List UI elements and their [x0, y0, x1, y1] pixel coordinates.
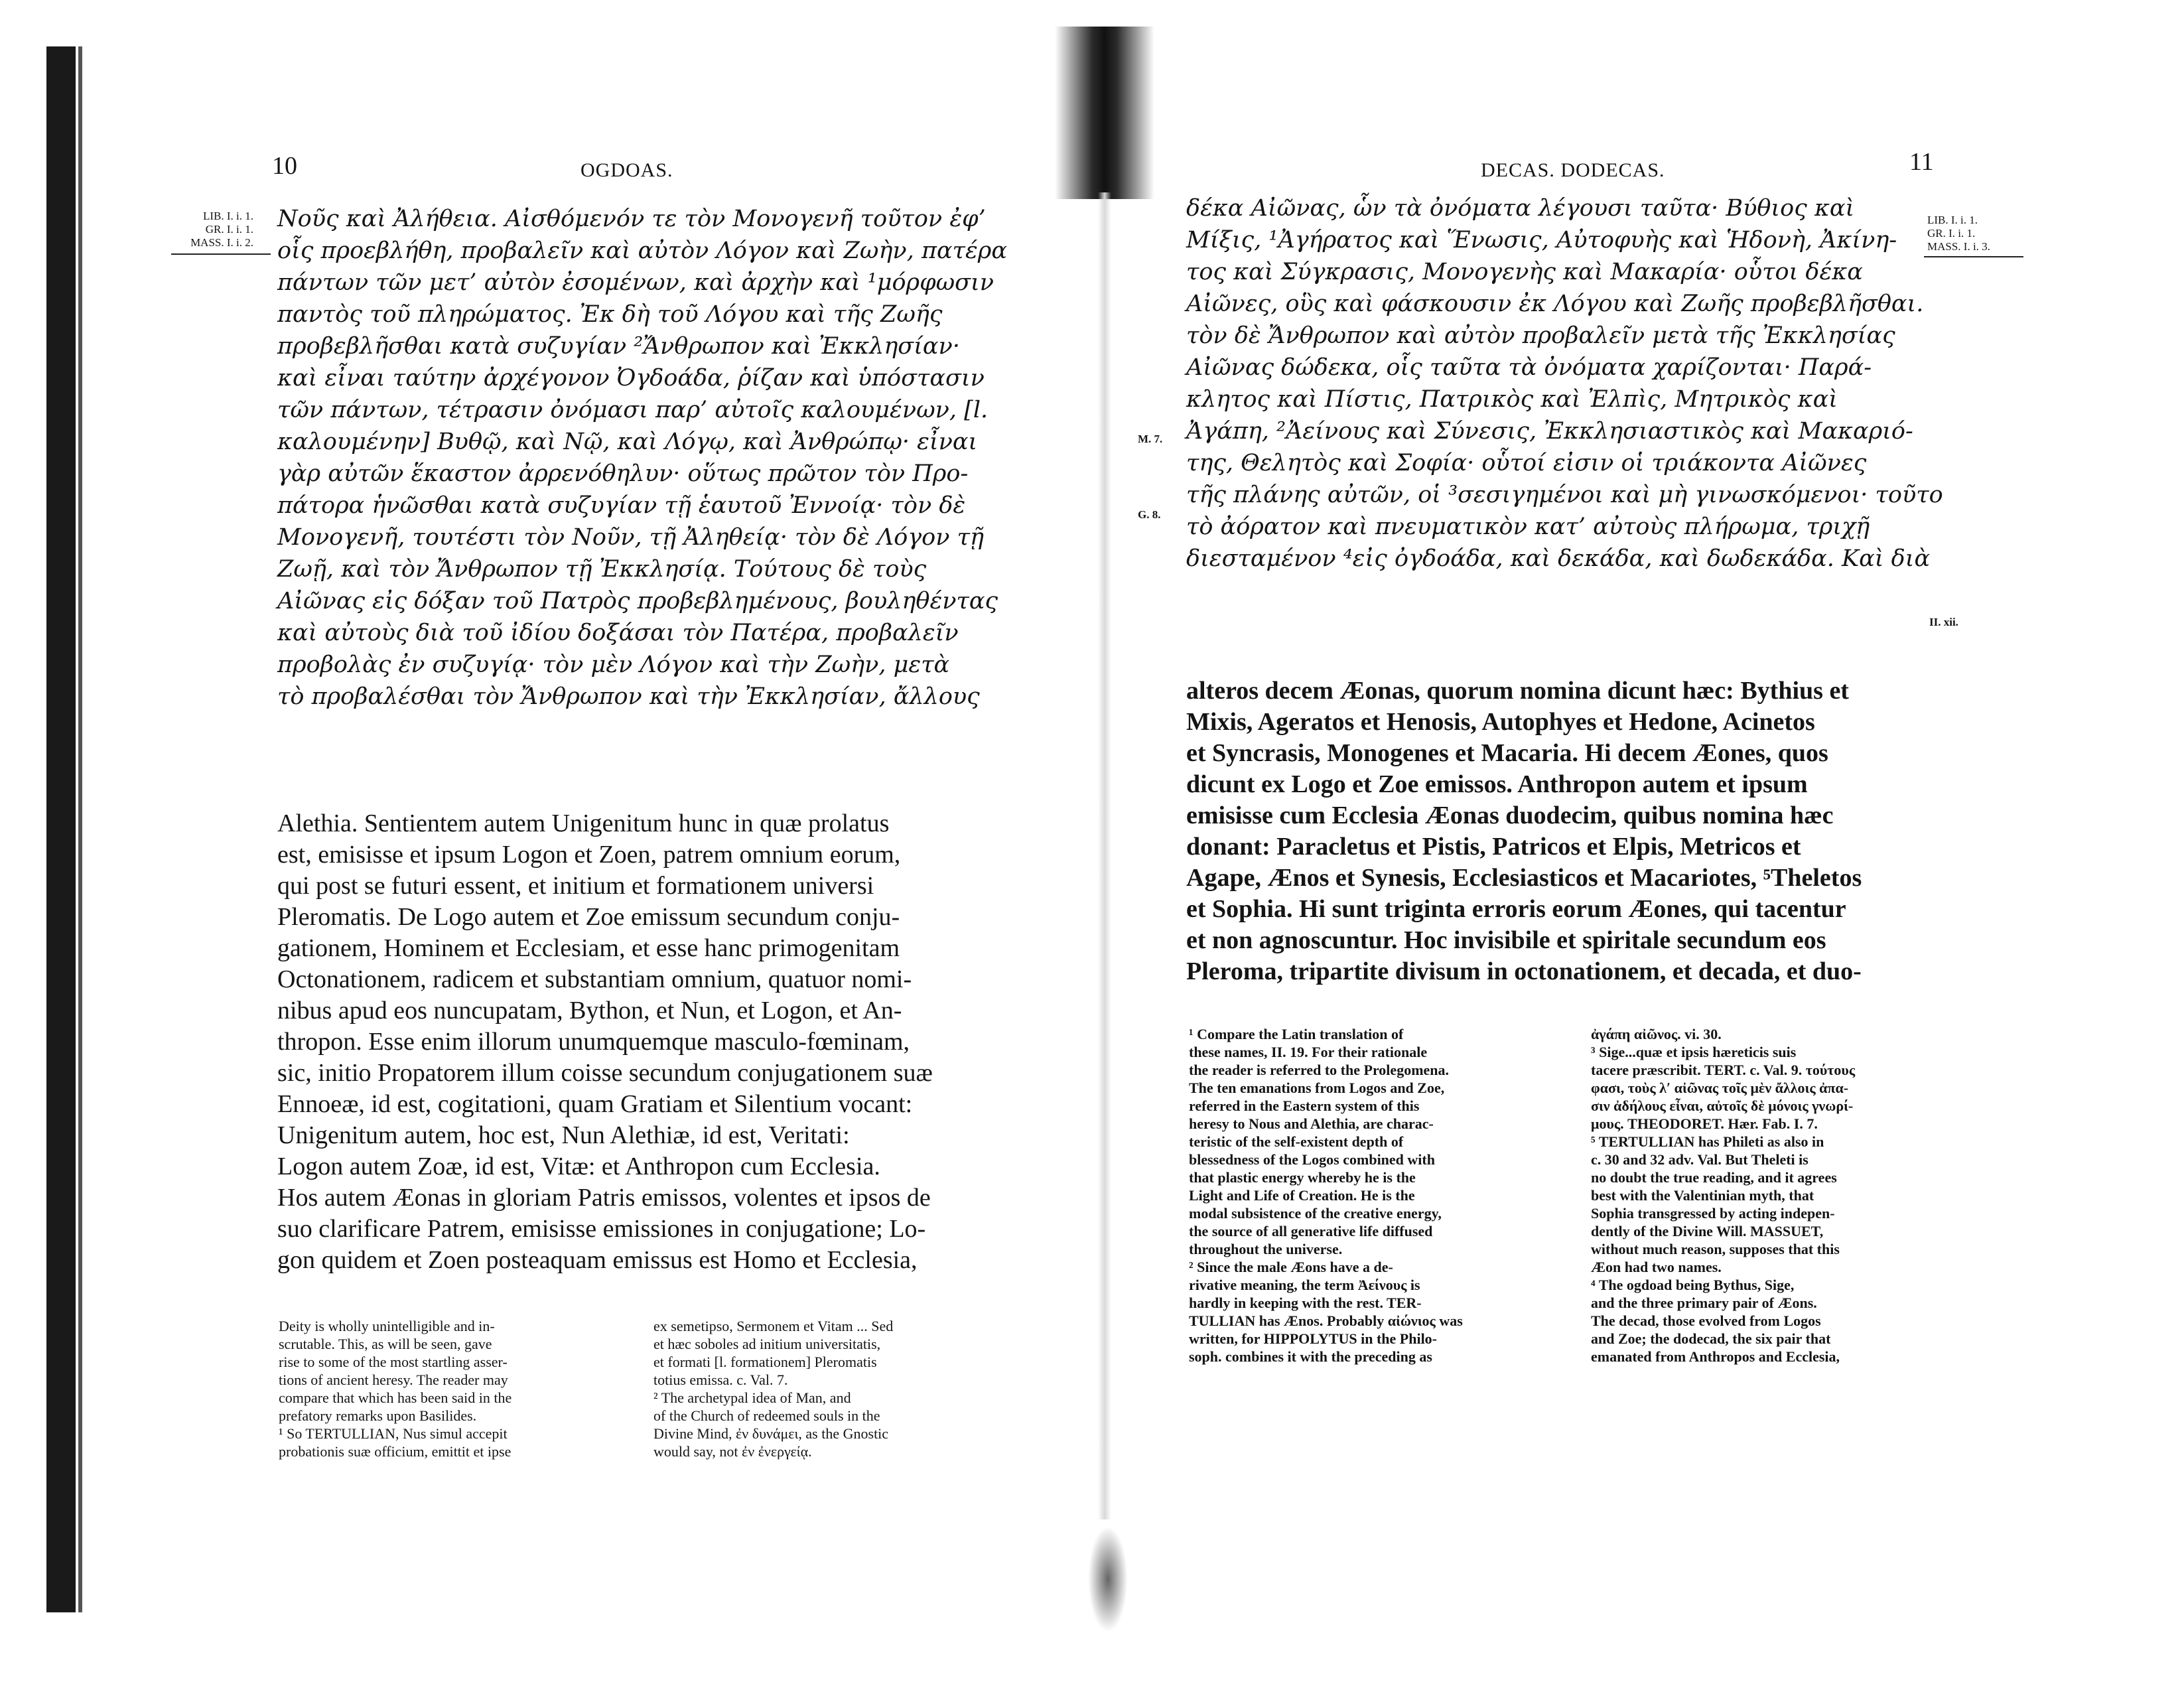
margin-ref-line: MASS. I. i. 2.	[190, 236, 253, 249]
latin-line: Hos autem Æonas in gloriam Patris emissos, volentes et ipsos de	[277, 1184, 931, 1212]
latin-line: gationem, Hominem et Ecclesiam, et esse hanc primogenitam	[277, 934, 900, 962]
greek-line: τὸ προβαλέσθαι τὸν Ἄνθρωπον καὶ τὴν Ἐκκλησίαν, ἄλλους	[277, 683, 980, 710]
footnote-line: ⁴ The ogdoad being Bythus, Sige,	[1591, 1277, 1795, 1293]
footnote-line: ¹ So TERTULLIAN, Nus simul accepit	[279, 1425, 508, 1442]
footnote-line: ² The archetypal idea of Man, and	[653, 1389, 851, 1406]
footnote-line: Æon had two names.	[1591, 1259, 1722, 1275]
right-footnotes-col2	[1591, 1025, 1855, 1366]
footnote-line: modal subsistence of the creative energy,	[1189, 1205, 1442, 1222]
greek-line: οἷς προεβλήθη, προβαλεῖν καὶ αὐτὸν Λόγον καὶ Ζωὴν, πατέρα	[277, 238, 1007, 264]
footnote-line: referred in the Eastern system of this	[1189, 1097, 1420, 1114]
latin-line: suo clarificare Patrem, emisisse emissiones in conjugatione; Lo-	[277, 1215, 926, 1243]
greek-line: πάντων τῶν μετ’ αὐτὸν ἐσομένων, καὶ ἀρχὴν καὶ ¹μόρφωσιν	[277, 269, 994, 296]
margin-ref-line: LIB. I. i. 1.	[1927, 214, 1978, 226]
footnote-line: c. 30 and 32 adv. Val. But Theleti is	[1591, 1151, 1809, 1168]
latin-line: gon quidem et Zoen posteaquam emissus est Homo et Ecclesia,	[277, 1246, 918, 1274]
latin-line: Agape, Ænos et Synesis, Ecclesiasticos et Macariotes, ⁵Theletos	[1186, 864, 1862, 892]
footnote-line: that plastic energy whereby he is the	[1189, 1169, 1416, 1186]
footnote-line: The ten emanations from Logos and Zoe,	[1189, 1080, 1445, 1096]
footnote-line: and Zoe; the dodecad, the six pair that	[1591, 1330, 1831, 1347]
greek-line: τῶν πάντων, τέτρασιν ὀνόμασι παρ’ αὐτοῖς καλουμένων, [l.	[277, 397, 989, 423]
margin-ref-line: GR. I. i. 1.	[1927, 227, 1976, 240]
latin-line: sic, initio Propatorem illum coisse secundum conjugationem suæ	[277, 1059, 933, 1087]
latin-line: Pleroma, tripartite divisum in octonationem, et decada, et duo-	[1186, 957, 1862, 985]
greek-line: δέκα Αἰῶνας, ὧν τὰ ὀνόματα λέγουσι ταῦτα· Βύθιος καὶ	[1186, 195, 1855, 222]
scan-left-edge	[46, 46, 76, 1612]
greek-line: Αἰῶνας δώδεκα, οἷς ταῦτα τὰ ὀνόματα χαρίζονται· Παρά-	[1186, 354, 1872, 381]
footnote-line: rivative meaning, the term Ἀείνους is	[1189, 1277, 1420, 1293]
left-page-number: 10	[272, 152, 297, 180]
footnote-line: tacere præscribit. TERT. c. Val. 9. τούτους	[1591, 1062, 1856, 1078]
greek-line: Αἰῶνες, οὓς καὶ φάσκουσιν ἐκ Λόγου καὶ Ζωῆς προβεβλῆσθαι.	[1186, 291, 1924, 317]
greek-line: της, Θελητὸς καὶ Σοφία· οὗτοί εἰσιν οἱ τριάκοντα Αἰῶνες	[1186, 450, 1867, 476]
footnote-line: ex semetipso, Sermonem et Vitam ... Sed	[653, 1318, 894, 1334]
footnote-line: et formati [l. formationem] Pleromatis	[653, 1354, 877, 1370]
scan-left-edge-inner	[78, 46, 82, 1612]
footnote-line: prefatory remarks upon Basilides.	[279, 1407, 477, 1424]
margin-mark-m: M. 7.	[1138, 433, 1163, 445]
footnote-line: and the three primary pair of Æons.	[1591, 1295, 1817, 1311]
greek-line: προβολὰς ἐν συζυγίᾳ· τὸν μὲν Λόγον καὶ τὴν Ζωὴν, μετὰ	[277, 652, 950, 678]
footnote-line: best with the Valentinian myth, that	[1591, 1187, 1814, 1204]
latin-line: qui post se futuri essent, et initium et formationem universi	[277, 872, 874, 900]
right-running-head: DECAS. DODECAS.	[1481, 159, 1665, 181]
gutter-shadow-bottom	[1088, 1526, 1128, 1632]
margin-ref-line: GR. I. i. 1.	[205, 223, 253, 236]
gutter-shadow	[1098, 192, 1111, 1519]
latin-line: Octonationem, radicem et substantiam omnium, quatuor nomi-	[277, 965, 912, 993]
greek-line: καὶ εἶναι ταύτην ἀρχέγονον Ὀγδοάδα, ῥίζαν καὶ ὑπόστασιν	[277, 365, 985, 391]
latin-line: nibus apud eos nuncupatam, Bython, et Nun, et Logon, et An-	[277, 997, 902, 1024]
footnote-line: Deity is wholly unintelligible and in-	[279, 1318, 495, 1334]
footnote-line: no doubt the true reading, and it agrees	[1591, 1169, 1837, 1186]
margin-ref-rule	[171, 253, 271, 255]
latin-line: et Sophia. Hi sunt triginta erroris eorum Æones, qui tacentur	[1186, 895, 1846, 923]
latin-line: donant: Paracletus et Pistis, Patricos et Elpis, Metricos et	[1186, 833, 1801, 861]
right-latin-text	[1186, 675, 1862, 987]
footnote-line: scrutable. This, as will be seen, gave	[279, 1336, 492, 1352]
left-margin-ref	[174, 210, 253, 249]
greek-line: τὸ ἀόρατον καὶ πνευματικὸν κατ’ αὐτοὺς πλήρωμα, τριχῇ	[1186, 514, 1870, 540]
greek-line: Αἰῶνας εἰς δόξαν τοῦ Πατρὸς προβεβλημένους, βουληθέντας	[277, 588, 998, 614]
greek-line: προβεβλῆσθαι κατὰ συζυγίαν ²Ἄνθρωπον καὶ Ἐκκλησίαν·	[277, 333, 960, 360]
left-greek-text	[277, 203, 1007, 713]
margin-mark-g: G. 8.	[1138, 508, 1161, 521]
left-latin-text	[277, 808, 933, 1276]
latin-line: emisisse cum Ecclesia Æonas duodecim, quibus nomina hæc	[1186, 802, 1834, 829]
greek-line: τος καὶ Σύγκρασις, Μονογενὴς καὶ Μακαρία· οὗτοι δέκα	[1186, 259, 1863, 285]
footnote-line: totius emissa. c. Val. 7.	[653, 1372, 788, 1388]
latin-line: Unigenitum autem, hoc est, Nun Alethiæ, id est, Veritati:	[277, 1121, 850, 1149]
greek-line: Μονογενῆ, τουτέστι τὸν Νοῦν, τῇ Ἀληθείᾳ· τὸν δὲ Λόγον τῇ	[277, 524, 984, 551]
latin-line: Logon autem Zoæ, id est, Vitæ: et Anthropon cum Ecclesia.	[277, 1153, 880, 1180]
right-footnotes-col1	[1189, 1025, 1463, 1366]
right-greek-text	[1186, 192, 1943, 575]
footnote-line: ² Since the male Æons have a de-	[1189, 1259, 1393, 1275]
greek-line: Ζωῇ, καὶ τὸν Ἄνθρωπον τῇ Ἐκκλησίᾳ. Τούτους δὲ τοὺς	[277, 556, 927, 583]
footnote-line: compare that which has been said in the	[279, 1389, 512, 1406]
gutter-shadow-top	[1055, 27, 1154, 199]
footnote-line: of the Church of redeemed souls in the	[653, 1407, 880, 1424]
left-footnotes-col1	[279, 1317, 512, 1460]
greek-line: Ἀγάπη, ²Ἀείνους καὶ Σύνεσις, Ἐκκλησιαστικὸς καὶ Μακαριό-	[1186, 418, 1913, 445]
latin-line: Alethia. Sentientem autem Unigenitum hunc in quæ prolatus	[277, 809, 890, 837]
footnote-line: The decad, those evolved from Logos	[1591, 1312, 1821, 1329]
footnote-line: rise to some of the most startling asser-	[279, 1354, 508, 1370]
footnote-line: TULLIAN has Ænos. Probably αἰώνιος was	[1189, 1312, 1463, 1329]
margin-ref-line: LIB. I. i. 1.	[202, 210, 253, 222]
footnote-line: hardly in keeping with the rest. TER-	[1189, 1295, 1422, 1311]
left-footnotes-col2	[653, 1317, 893, 1460]
margin-ref-line: MASS. I. i. 3.	[1927, 240, 1990, 253]
greek-line: τὸν δὲ Ἄνθρωπον καὶ αὐτὸν προβαλεῖν μετὰ τῆς Ἐκκλησίας	[1186, 322, 1895, 349]
latin-line: et non agnoscuntur. Hoc invisibile et spiritale secundum eos	[1186, 926, 1826, 954]
footnote-line: these names, II. 19. For their rationale	[1189, 1044, 1428, 1060]
latin-line: thropon. Esse enim illorum unumquemque masculo-fœminam,	[277, 1028, 910, 1056]
latin-line: dicunt ex Logo et Zoe emissos. Anthropon autem et ipsum	[1186, 770, 1808, 798]
right-page-number: 11	[1909, 148, 1934, 176]
footnote-line: μους. THEODORET. Hær. Fab. I. 7.	[1591, 1115, 1818, 1132]
footnote-line: ⁵ TERTULLIAN has Phileti as also in	[1591, 1133, 1824, 1150]
footnote-line: Sophia transgressed by acting indepen-	[1591, 1205, 1835, 1222]
greek-line: κλητος καὶ Πίστις, Πατρικὸς καὶ Ἐλπὶς, Μητρικὸς καὶ	[1186, 386, 1838, 413]
latin-line: alteros decem Æonas, quorum nomina dicunt hæc: Bythius et	[1186, 677, 1849, 705]
greek-line: διεσταμένον ⁴εἰς ὀγδοάδα, καὶ δεκάδα, καὶ δωδεκάδα. Καὶ διὰ	[1186, 545, 1931, 572]
footnote-line: the source of all generative life diffused	[1189, 1223, 1433, 1239]
footnote-line: written, for HIPPOLYTUS in the Philo-	[1189, 1330, 1438, 1347]
footnote-line: teristic of the self-existent depth of	[1189, 1133, 1404, 1150]
footnote-line: et hæc soboles ad initium universitatis,	[653, 1336, 881, 1352]
greek-line: παντὸς τοῦ πληρώματος. Ἐκ δὴ τοῦ Λόγου καὶ τῆς Ζωῆς	[277, 301, 943, 328]
footnote-line: σιν ἀδήλους εἶναι, αὐτοῖς δὲ μόνοις γνωρί-	[1591, 1097, 1854, 1114]
footnote-line: probationis suæ officium, emittit et ipse	[279, 1443, 512, 1460]
footnote-line: blessedness of the Logos combined with	[1189, 1151, 1435, 1168]
greek-line: τῆς πλάνης αὐτῶν, οἱ ³σεσιγημένοι καὶ μὴ γινωσκόμενοι· τοῦτο	[1186, 482, 1943, 508]
footnote-line: ¹ Compare the Latin translation of	[1189, 1026, 1404, 1042]
latin-line: est, emisisse et ipsum Logon et Zoen, patrem omnium eorum,	[277, 841, 901, 869]
footnote-line: throughout the universe.	[1189, 1241, 1343, 1257]
footnote-line: the reader is referred to the Prolegomena.	[1189, 1062, 1450, 1078]
footnote-line: Divine Mind, ἐν δυνάμει, as the Gnostic	[653, 1425, 889, 1442]
margin-mark-xii: II. xii.	[1929, 616, 1958, 628]
footnote-line: heresy to Nous and Alethia, are charac-	[1189, 1115, 1434, 1132]
footnote-line: dently of the Divine Will. MASSUET,	[1591, 1223, 1824, 1239]
latin-line: Mixis, Ageratos et Henosis, Autophyes et Hedone, Acinetos	[1186, 708, 1815, 736]
footnote-line: ἀγάπη αἰῶνος. vi. 30.	[1591, 1026, 1722, 1042]
greek-line: πάτορα ἡνῶσθαι κατὰ συζυγίαν τῇ ἑαυτοῦ Ἐννοίᾳ· τὸν δὲ	[277, 492, 966, 519]
greek-line: καλουμένην] Βυθῷ, καὶ Νῷ, καὶ Λόγῳ, καὶ Ἀνθρώπῳ· εἶναι	[277, 429, 978, 455]
left-running-head: OGDOAS.	[580, 159, 673, 181]
footnote-line: would say, not ἐν ἐνεργείᾳ.	[653, 1443, 812, 1460]
footnote-line: without much reason, supposes that this	[1591, 1241, 1840, 1257]
footnote-line: φασι, τοὺς λʹ αἰῶνας τοῖς μὲν ἄλλοις ἀπα-	[1591, 1080, 1849, 1096]
footnote-line: Light and Life of Creation. He is the	[1189, 1187, 1415, 1204]
greek-line: Νοῦς καὶ Ἀλήθεια. Αἰσθόμενόν τε τὸν Μονογενῆ τοῦτον ἐφ’	[277, 206, 986, 232]
latin-line: et Syncrasis, Monogenes et Macaria. Hi decem Æones, quos	[1186, 739, 1828, 767]
greek-line: γὰρ αὐτῶν ἕκαστον ἀρρενόθηλυν· οὕτως πρῶτον τὸν Προ-	[277, 460, 969, 487]
footnote-line: tions of ancient heresy. The reader may	[279, 1372, 508, 1388]
greek-line: καὶ αὐτοὺς διὰ τοῦ ἰδίου δοξάσαι τὸν Πατέρα, προβαλεῖν	[277, 620, 959, 646]
greek-line: Μίξις, ¹Ἀγήρατος καὶ Ἕνωσις, Αὐτοφυὴς καὶ Ἡδονὴ, Ἀκίνη-	[1186, 227, 1897, 253]
footnote-line: emanated from Anthropos and Ecclesia,	[1591, 1348, 1840, 1365]
footnote-line: soph. combines it with the preceding as	[1189, 1348, 1432, 1365]
latin-line: Pleromatis. De Logo autem et Zoe emissum secundum conju-	[277, 903, 900, 931]
footnote-line: ³ Sige...quæ et ipsis hæreticis suis	[1591, 1044, 1797, 1060]
latin-line: Ennoeæ, id est, cogitationi, quam Gratiam et Silentium vocant:	[277, 1090, 913, 1118]
